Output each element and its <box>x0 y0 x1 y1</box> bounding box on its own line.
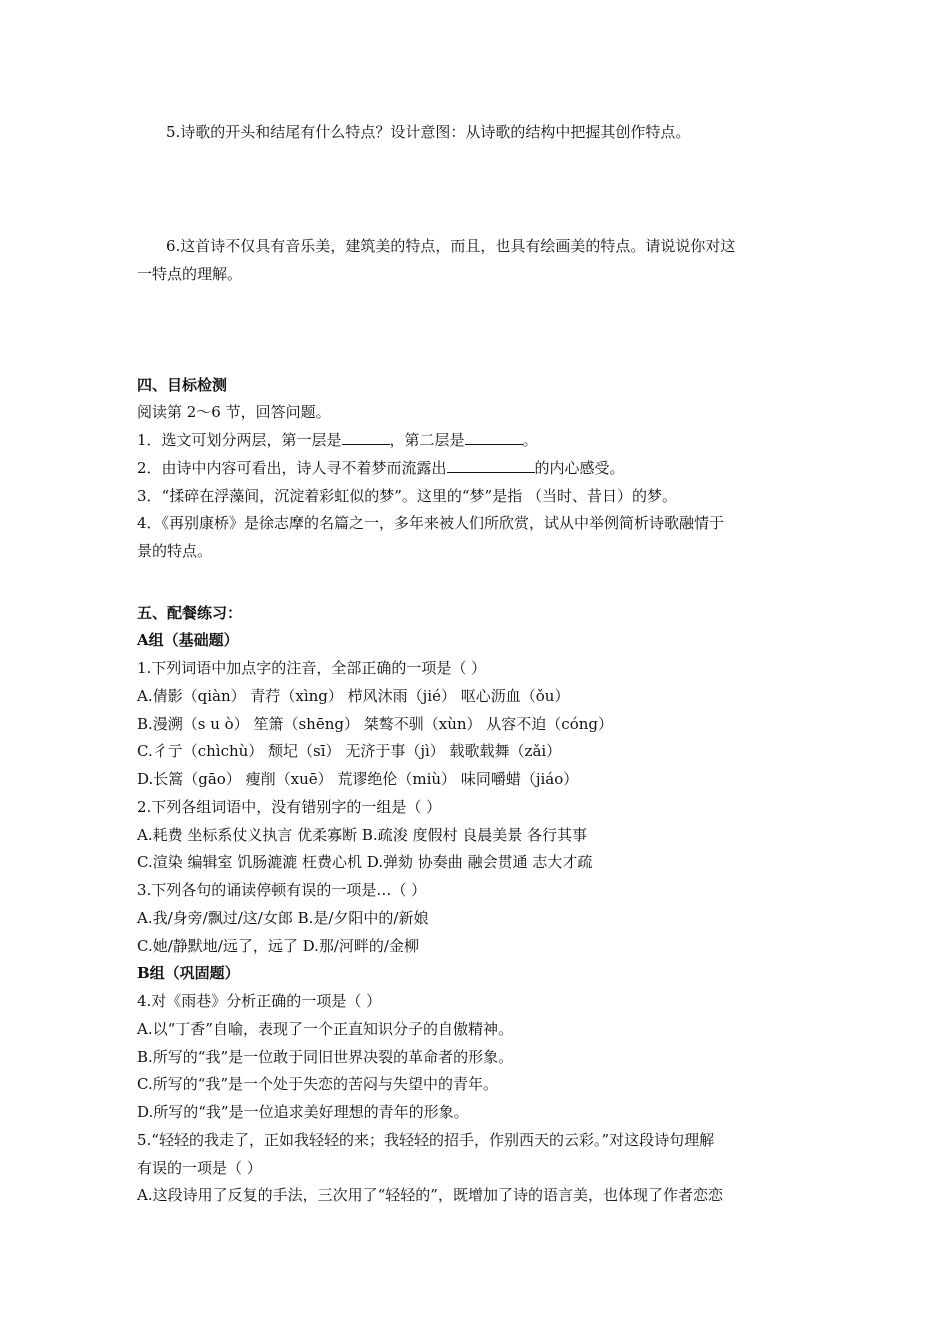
group-a-line: 2.下列各组词语中，没有错别字的一组是（ ） <box>137 798 442 816</box>
group-a-line: A.我/身旁/飘过/这/女郎 B.是/夕阳中的/新娘 <box>137 909 429 927</box>
group-a-line: C.渲染 编辑室 饥肠漉漉 枉费心机 D.弹劾 协奏曲 融会贯通 志大才疏 <box>137 853 593 871</box>
group-b-line: 5.“轻轻的我走了，正如我轻轻的来；我轻轻的招手，作别西天的云彩。”对这段诗句理解 <box>137 1131 715 1149</box>
q1-text-a: 1．选文可划分两层，第一层是 <box>137 431 342 449</box>
section-5-heading: 五、配餐练习： <box>137 604 243 622</box>
question-6-intro-line-1: 6.这首诗不仅具有音乐美，建筑美的特点，而且，也具有绘画美的特点。请说说你对这 <box>166 237 736 255</box>
group-a-line: 1.下列词语中加点字的注音，全部正确的一项是（ ） <box>137 659 487 677</box>
section-4-heading: 四、目标检测 <box>137 376 228 394</box>
group-b-line: A.这段诗用了反复的手法，三次用了“轻轻的”，既增加了诗的语言美，也体现了作者恋恋 <box>137 1186 723 1204</box>
group-b-line: D.所写的“我”是一位追求美好理想的青年的形象。 <box>137 1103 469 1121</box>
group-b-line: B.所写的“我”是一位敢于同旧世界决裂的革命者的形象。 <box>137 1048 514 1066</box>
section-4-question-3: 3．“揉碎在浮藻间，沉淀着彩虹似的梦”。这里的“梦”是指 （当时、昔日）的梦。 <box>137 487 677 505</box>
group-b-line: 有误的一项是（ ） <box>137 1159 262 1177</box>
group-b-heading: B组（巩固题） <box>137 964 240 982</box>
group-a-line: A.倩影（qiàn） 青荇（xìng） 栉风沐雨（jié） 呕心沥血（ǒu） <box>137 687 570 705</box>
section-4-question-2 <box>137 458 625 478</box>
question-5-intro: 5.诗歌的开头和结尾有什么特点？设计意图：从诗歌的结构中把握其创作特点。 <box>166 123 691 141</box>
section-4-question-1 <box>137 430 538 450</box>
group-b-line: A.以“丁香”自喻，表现了一个正直知识分子的自傲精神。 <box>137 1020 513 1038</box>
question-6-intro-line-2: 一特点的理解。 <box>137 265 243 283</box>
group-b-line: 4.对《雨巷》分析正确的一项是（ ） <box>137 992 382 1010</box>
group-a-line: A.耗费 坐标系仗义执言 优柔寡断 B.疏浚 度假村 良晨美景 各行其事 <box>137 826 588 844</box>
group-a-line: C.她/静默地/远了，远了 D.那/河畔的/金柳 <box>137 937 419 955</box>
answer-blank <box>342 430 390 445</box>
section-4-question-4-line-1: 4．《再别康桥》是徐志摩的名篇之一，多年来被人们所欣赏，试从中举例简析诗歌融情于 <box>137 514 725 532</box>
q1-text-b: ，第二层是 <box>389 431 465 449</box>
group-a-line: D.长篙（gāo） 瘦削（xuē） 荒谬绝伦（miù） 味同嚼蜡（jiáo） <box>137 770 579 788</box>
group-a-line: B.漫溯（s u ò） 笙箫（shēng） 桀骜不驯（xùn） 从容不迫（cóng） <box>137 715 613 733</box>
section-4-question-4-line-2: 景的特点。 <box>137 542 213 560</box>
q2-text-b: 的内心感受。 <box>534 459 625 477</box>
q1-text-c: 。 <box>522 431 538 449</box>
group-a-heading: A组（基础题） <box>137 631 239 649</box>
group-a-line: 3.下列各句的诵读停顿有误的一项是…（ ） <box>137 881 427 899</box>
group-b-line: C.所写的“我”是一个处于失恋的苦闷与失望中的青年。 <box>137 1075 499 1093</box>
group-a-line: C.彳亍（chìchù） 颓圮（sī） 无济于事（jì） 载歌载舞（zǎi） <box>137 742 562 760</box>
section-4-instruction: 阅读第 2～6 节，回答问题。 <box>137 403 331 421</box>
answer-blank <box>465 430 523 445</box>
answer-blank <box>447 458 535 473</box>
q2-text-a: 2．由诗中内容可看出，诗人寻不着梦而流露出 <box>137 459 447 477</box>
